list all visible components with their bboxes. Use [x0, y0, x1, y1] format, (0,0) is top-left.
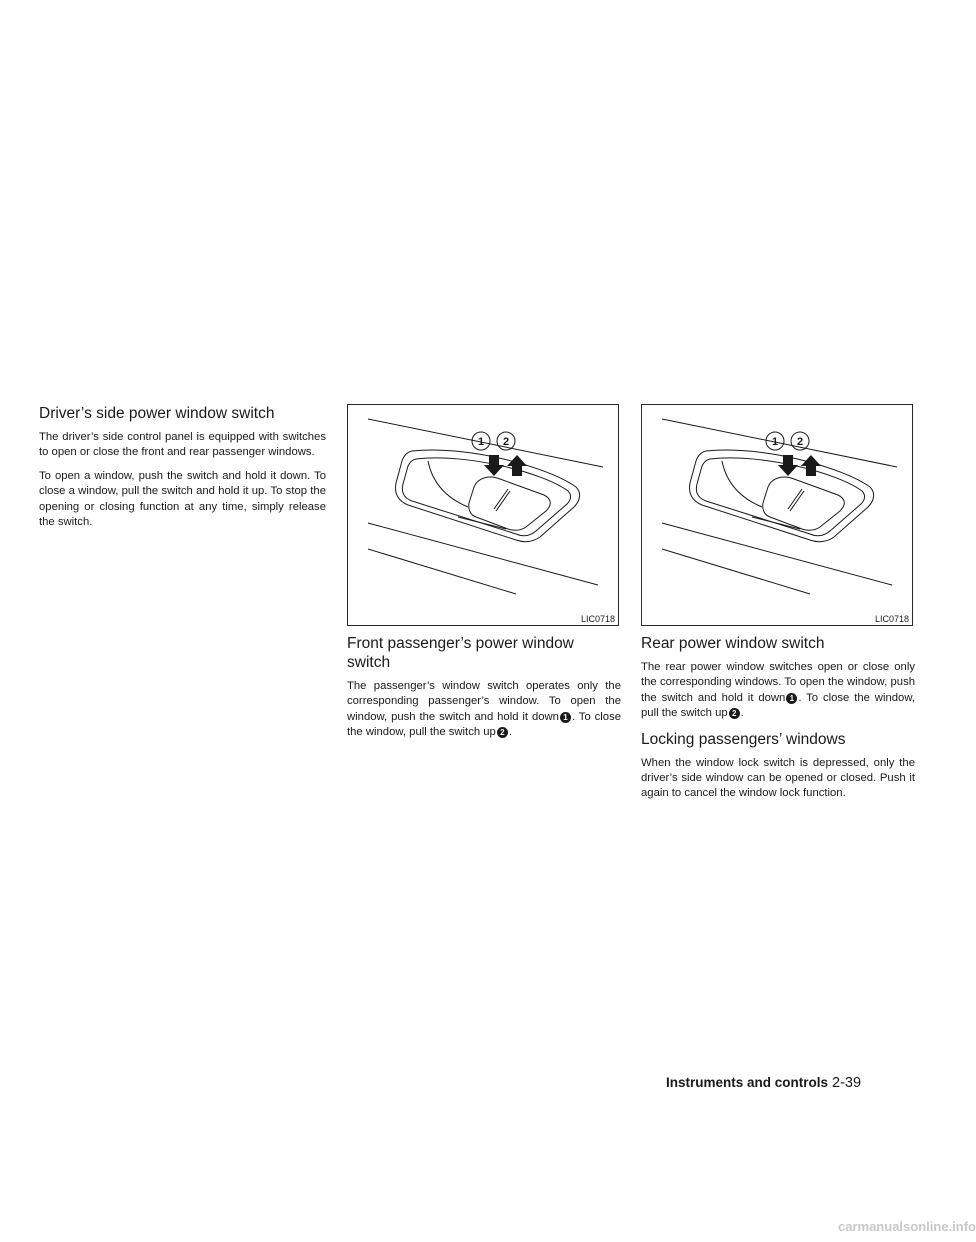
paragraph: When the window lock switch is depressed, only the driver’s side window can be opened or closed. Push it again to cancel the window lock function. [641, 756, 915, 800]
section-title-rear-switch: Rear power window switch [641, 635, 825, 652]
page-number: 2-39 [832, 1075, 862, 1091]
callout-1-label: 1 [477, 436, 485, 448]
paragraph [641, 660, 915, 722]
left-column [39, 404, 326, 538]
window-switch-figure [347, 404, 619, 626]
text: The rear power window switches open or close only the corresponding windows. To open the window, push the switch and hold it down [641, 661, 915, 704]
page-footer [666, 1074, 861, 1092]
circled-2-icon: 2 [729, 708, 740, 719]
section-title-front-passenger-switch: Front passenger’s power window switch [347, 635, 574, 671]
text: . To close the window, pull the switch up [347, 710, 622, 739]
figure-code: LIC0718 [580, 614, 615, 624]
text: . [740, 707, 744, 720]
circled-1-icon: 1 [560, 712, 571, 723]
middle-column [347, 404, 621, 749]
text: . To close the window, pull the switch up [641, 691, 915, 720]
callout-2-label: 2 [502, 436, 510, 448]
text: . [508, 726, 512, 739]
footer-section-title: Instruments and controls [666, 1075, 829, 1090]
window-switch-illustration [642, 405, 912, 625]
callout-1-label: 1 [771, 436, 779, 448]
window-switch-illustration [348, 405, 618, 625]
right-column [641, 404, 915, 810]
circled-2-icon: 2 [497, 727, 508, 738]
figure-code: LIC0718 [874, 614, 909, 624]
text: The passenger’s window switch operates only the corresponding passenger’s window. To open the window, push the switch and hold it down [347, 680, 621, 723]
paragraph [347, 679, 621, 741]
section-title-locking-windows: Locking passengers’ windows [641, 730, 846, 748]
paragraph: To open a window, push the switch and hold it down. To close a window, pull the switch and hold it up. To stop the opening or closing function at any time, simply release the switch. [39, 469, 326, 529]
circled-1-icon: 1 [786, 693, 797, 704]
section-title-drivers-switch: Driver’s side power window switch [39, 405, 275, 422]
callout-2-label: 2 [796, 436, 804, 448]
watermark: carmanualsonline.info [838, 1219, 976, 1234]
paragraph: The driver’s side control panel is equipped with switches to open or close the front and rear passenger windows. [39, 431, 326, 459]
window-switch-figure [641, 404, 913, 626]
